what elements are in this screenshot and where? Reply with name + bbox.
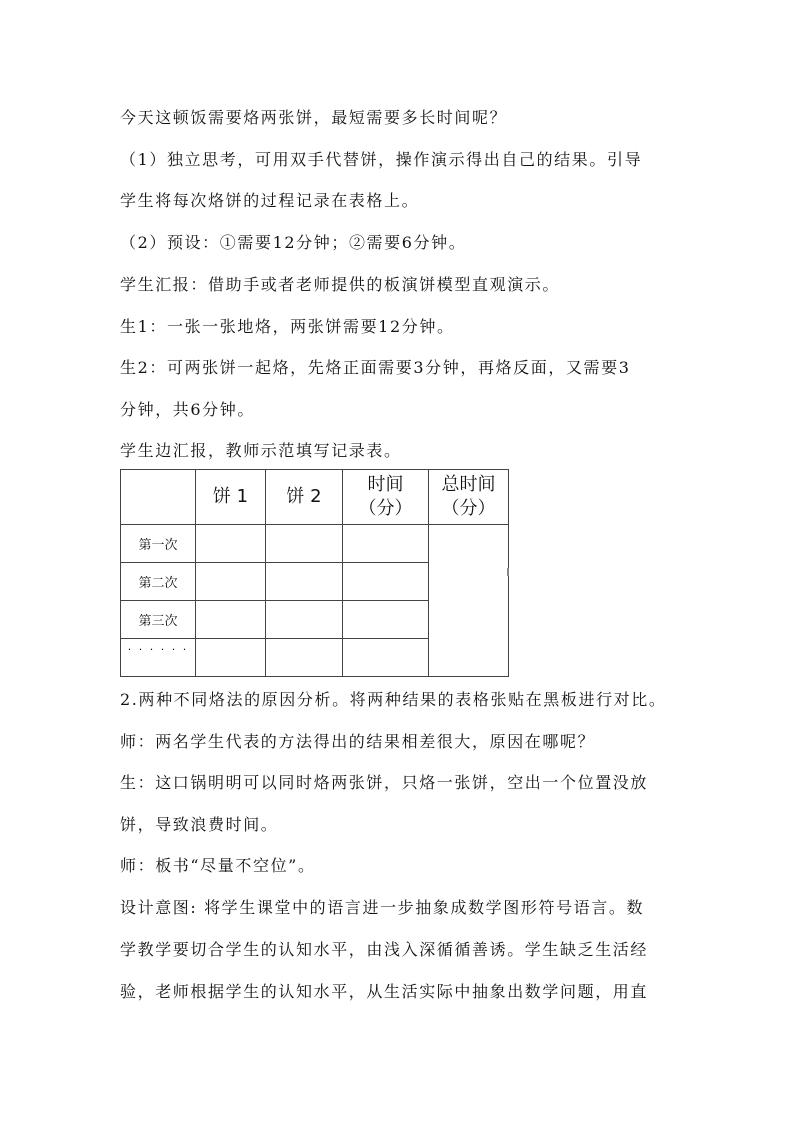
paragraph-report: 学生汇报：借助手或者老师提供的板演饼模型直观演示。 (120, 275, 561, 294)
row-label: 第三次 (121, 601, 196, 639)
table-cell (196, 639, 266, 677)
paragraph-question: 今天这顿饭需要烙两张饼，最短需要多长时间呢？ (120, 108, 508, 127)
table-cell (343, 639, 429, 677)
paragraph-step1-cont: 学生将每次烙饼的过程记录在表格上。 (120, 191, 420, 210)
paragraph-student-answer-cont: 饼，导致浪费时间。 (120, 815, 279, 834)
paragraph-design-intent-2: 学教学要切合学生的认知水平，由浅入深循循善诱。学生缺乏生活经 (120, 940, 649, 959)
table-cell (266, 563, 343, 601)
table-cell (343, 525, 429, 563)
table-cell (266, 525, 343, 563)
paragraph-design-intent-3: 验，老师根据学生的认知水平，从生活实际中抽象出数学问题，用直 (120, 982, 649, 1001)
paragraph-teacher-question: 师：两名学生代表的方法得出的结果相差很大，原因在哪呢？ (120, 732, 596, 751)
paragraph-student-answer: 生：这口锅明明可以同时烙两张饼，只烙一张饼，空出一个位置没放 (120, 773, 649, 792)
table-cell (266, 601, 343, 639)
table-cell (196, 525, 266, 563)
paragraph-student1: 生1：一张一张地烙，两张饼需要12分钟。 (120, 317, 455, 336)
paragraph-design-intent: 设计意图: 将学生课堂中的语言进一步抽象成数学图形符号语言。数 (120, 898, 645, 917)
paragraph-analysis: 2.两种不同烙法的原因分析。将两种结果的表格张贴在黑板进行对比。 (120, 690, 667, 709)
table-cell (343, 563, 429, 601)
table-resize-handle (507, 568, 509, 576)
paragraph-step1: （1）独立思考，可用双手代替饼，操作演示得出自己的结果。引导 (120, 150, 643, 169)
paragraph-board-note: 师：板书“尽量不空位”。 (120, 856, 316, 875)
row-label: 第一次 (121, 525, 196, 563)
header-cell-total-time: 总时间 （分） (429, 470, 509, 525)
table-cell (196, 601, 266, 639)
header-cell-time: 时间 （分） (343, 470, 429, 525)
paragraph-step2: （2）预设：①需要12分钟；②需要6分钟。 (120, 233, 467, 252)
table-row (121, 525, 509, 563)
record-table (120, 469, 509, 677)
header-cell-empty (121, 470, 196, 525)
paragraph-teacher-fill: 学生边汇报，教师示范填写记录表。 (120, 441, 402, 460)
header-cell-bing1: 饼 1 (196, 470, 266, 525)
paragraph-student2-cont: 分钟，共6分钟。 (120, 400, 255, 419)
header-cell-bing2: 饼 2 (266, 470, 343, 525)
table-cell (196, 563, 266, 601)
table-cell (266, 639, 343, 677)
paragraph-student2: 生2：可两张饼一起烙，先烙正面需要3分钟，再烙反面，又需要3 (120, 358, 631, 377)
table-cell (343, 601, 429, 639)
table-header-row (121, 470, 509, 525)
total-time-cell (429, 525, 509, 677)
row-label-ellipsis: · · · · · · (121, 639, 196, 677)
row-label: 第二次 (121, 563, 196, 601)
